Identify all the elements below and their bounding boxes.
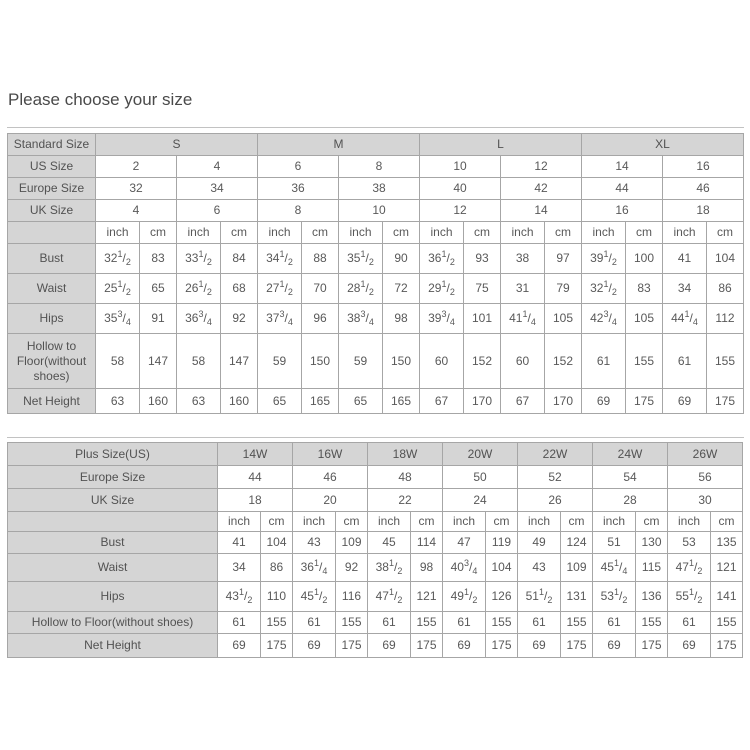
measure-cm-cell: 86: [261, 554, 293, 582]
size-value-cell: 54: [593, 466, 668, 489]
size-value-cell: 22: [368, 489, 443, 512]
row-label: Net Height: [8, 634, 218, 658]
measure-inch-cell: $39^1/_2$: [582, 244, 626, 274]
page-title: Please choose your size: [8, 90, 193, 109]
measure-inch-cell: $37^3/_4$: [258, 304, 302, 334]
measure-cm-cell: 98: [383, 304, 420, 334]
size-value-cell: 6: [258, 156, 339, 178]
size-value-cell: 6: [177, 200, 258, 222]
unit-inch-cell: inch: [368, 512, 411, 532]
measure-cm-cell: 84: [221, 244, 258, 274]
measure-cm-cell: 155: [636, 612, 668, 634]
size-value-cell: 34: [177, 178, 258, 200]
unit-cm-cell: cm: [411, 512, 443, 532]
measure-inch-cell: $45^1/_2$: [293, 582, 336, 612]
measure-cm-cell: 150: [383, 334, 420, 389]
measure-inch-cell: $51^1/_2$: [518, 582, 561, 612]
measure-inch-cell: 45: [368, 532, 411, 554]
measure-cm-cell: 175: [561, 634, 593, 658]
row-label: Hips: [8, 304, 96, 334]
measure-inch-cell: $47^1/_2$: [368, 582, 411, 612]
measure-cm-cell: 121: [711, 554, 743, 582]
measure-inch-cell: 67: [501, 389, 545, 414]
corner-header-cell: Plus Size(US): [8, 443, 218, 466]
measure-cm-cell: 115: [636, 554, 668, 582]
measure-inch-cell: 59: [339, 334, 383, 389]
measure-cm-cell: 83: [626, 274, 663, 304]
measure-inch-cell: $43^1/_2$: [218, 582, 261, 612]
size-value-cell: 48: [368, 466, 443, 489]
measure-inch-cell: 69: [518, 634, 561, 658]
measure-inch-cell: $45^1/_4$: [593, 554, 636, 582]
measure-inch-cell: $53^1/_2$: [593, 582, 636, 612]
size-value-cell: 8: [339, 156, 420, 178]
measure-inch-cell: 61: [593, 612, 636, 634]
size-group-header: 24W: [593, 443, 668, 466]
measure-cm-cell: 155: [261, 612, 293, 634]
measure-cm-cell: 109: [336, 532, 368, 554]
measure-cm-cell: 175: [707, 389, 744, 414]
size-group-header: S: [96, 134, 258, 156]
measure-cm-cell: 160: [221, 389, 258, 414]
measure-inch-cell: 69: [593, 634, 636, 658]
measure-inch-cell: 69: [668, 634, 711, 658]
measure-inch-cell: 69: [218, 634, 261, 658]
size-value-cell: 38: [339, 178, 420, 200]
row-label: Hips: [8, 582, 218, 612]
size-value-cell: 2: [96, 156, 177, 178]
measure-cm-cell: 175: [261, 634, 293, 658]
unit-inch-cell: inch: [258, 222, 302, 244]
size-group-header: XL: [582, 134, 744, 156]
measure-inch-cell: $35^1/_2$: [339, 244, 383, 274]
size-value-cell: 8: [258, 200, 339, 222]
size-value-cell: 46: [293, 466, 368, 489]
unit-cm-cell: cm: [336, 512, 368, 532]
measure-inch-cell: 53: [668, 532, 711, 554]
measure-inch-cell: 69: [443, 634, 486, 658]
row-label: Waist: [8, 274, 96, 304]
measure-cm-cell: 104: [486, 554, 518, 582]
measure-inch-cell: 61: [218, 612, 261, 634]
measure-inch-cell: $36^1/_2$: [420, 244, 464, 274]
measure-inch-cell: 69: [368, 634, 411, 658]
measure-inch-cell: $36^1/_4$: [293, 554, 336, 582]
size-value-cell: 14: [582, 156, 663, 178]
measure-cm-cell: 155: [561, 612, 593, 634]
measure-cm-cell: 155: [336, 612, 368, 634]
measure-cm-cell: 105: [545, 304, 582, 334]
measure-inch-cell: $38^1/_2$: [368, 554, 411, 582]
measure-inch-cell: 69: [663, 389, 707, 414]
size-group-header: L: [420, 134, 582, 156]
row-label: Bust: [8, 532, 218, 554]
measure-cm-cell: 86: [707, 274, 744, 304]
measure-cm-cell: 121: [411, 582, 443, 612]
measure-cm-cell: 165: [383, 389, 420, 414]
size-value-cell: 16: [582, 200, 663, 222]
size-value-cell: 52: [518, 466, 593, 489]
unit-cm-cell: cm: [707, 222, 744, 244]
measure-inch-cell: 60: [420, 334, 464, 389]
size-value-cell: 4: [96, 200, 177, 222]
measure-cm-cell: 90: [383, 244, 420, 274]
measure-inch-cell: $47^1/_2$: [668, 554, 711, 582]
measure-cm-cell: 116: [336, 582, 368, 612]
measure-cm-cell: 175: [486, 634, 518, 658]
corner-header-cell: Standard Size: [8, 134, 96, 156]
measure-inch-cell: 60: [501, 334, 545, 389]
unit-cm-cell: cm: [261, 512, 293, 532]
plus-size-table: [7, 442, 743, 658]
row-label: Europe Size: [8, 178, 96, 200]
measure-cm-cell: 91: [140, 304, 177, 334]
measure-cm-cell: 83: [140, 244, 177, 274]
size-value-cell: 14: [501, 200, 582, 222]
measure-cm-cell: 165: [302, 389, 339, 414]
separator-line: [7, 127, 744, 128]
unit-cm-cell: cm: [140, 222, 177, 244]
unit-cm-cell: cm: [561, 512, 593, 532]
measure-cm-cell: 155: [707, 334, 744, 389]
unit-cm-cell: cm: [302, 222, 339, 244]
measure-cm-cell: 150: [302, 334, 339, 389]
measure-cm-cell: 136: [636, 582, 668, 612]
unit-inch-cell: inch: [518, 512, 561, 532]
measure-cm-cell: 170: [545, 389, 582, 414]
size-value-cell: 18: [218, 489, 293, 512]
size-group-header: 18W: [368, 443, 443, 466]
row-label: US Size: [8, 156, 96, 178]
size-group-header: 20W: [443, 443, 518, 466]
measure-inch-cell: 58: [177, 334, 221, 389]
measure-inch-cell: 61: [293, 612, 336, 634]
plus-size-table: [7, 442, 743, 658]
size-group-header: 16W: [293, 443, 368, 466]
row-label: Bust: [8, 244, 96, 274]
units-corner-cell: [8, 512, 218, 532]
measure-cm-cell: 155: [711, 612, 743, 634]
measure-cm-cell: 96: [302, 304, 339, 334]
unit-cm-cell: cm: [464, 222, 501, 244]
measure-cm-cell: 109: [561, 554, 593, 582]
size-group-header: 14W: [218, 443, 293, 466]
size-value-cell: 56: [668, 466, 743, 489]
measure-inch-cell: 41: [663, 244, 707, 274]
size-value-cell: 42: [501, 178, 582, 200]
standard-size-table: [7, 133, 744, 414]
unit-cm-cell: cm: [626, 222, 663, 244]
measure-cm-cell: 175: [626, 389, 663, 414]
unit-inch-cell: inch: [582, 222, 626, 244]
size-value-cell: 20: [293, 489, 368, 512]
size-value-cell: 28: [593, 489, 668, 512]
measure-inch-cell: 63: [96, 389, 140, 414]
measure-cm-cell: 141: [711, 582, 743, 612]
measure-cm-cell: 152: [545, 334, 582, 389]
measure-cm-cell: 175: [711, 634, 743, 658]
row-label: Net Height: [8, 389, 96, 414]
measure-cm-cell: 72: [383, 274, 420, 304]
measure-inch-cell: 61: [668, 612, 711, 634]
measure-cm-cell: 147: [140, 334, 177, 389]
measure-cm-cell: 104: [707, 244, 744, 274]
measure-inch-cell: $38^3/_4$: [339, 304, 383, 334]
row-label: Hollow to Floor(without shoes): [8, 334, 96, 389]
size-group-header: 26W: [668, 443, 743, 466]
size-value-cell: 46: [663, 178, 744, 200]
unit-inch-cell: inch: [218, 512, 261, 532]
measure-cm-cell: 97: [545, 244, 582, 274]
measure-cm-cell: 124: [561, 532, 593, 554]
measure-inch-cell: $39^3/_4$: [420, 304, 464, 334]
measure-inch-cell: 43: [518, 554, 561, 582]
measure-cm-cell: 170: [464, 389, 501, 414]
measure-inch-cell: $25^1/_2$: [96, 274, 140, 304]
measure-inch-cell: 65: [258, 389, 302, 414]
measure-inch-cell: 34: [663, 274, 707, 304]
measure-cm-cell: 114: [411, 532, 443, 554]
measure-inch-cell: $29^1/_2$: [420, 274, 464, 304]
size-value-cell: 44: [582, 178, 663, 200]
measure-inch-cell: 31: [501, 274, 545, 304]
measure-cm-cell: 92: [221, 304, 258, 334]
measure-inch-cell: $42^3/_4$: [582, 304, 626, 334]
size-group-header: 22W: [518, 443, 593, 466]
unit-inch-cell: inch: [668, 512, 711, 532]
measure-inch-cell: 47: [443, 532, 486, 554]
measure-inch-cell: $28^1/_2$: [339, 274, 383, 304]
measure-cm-cell: 119: [486, 532, 518, 554]
measure-cm-cell: 101: [464, 304, 501, 334]
unit-inch-cell: inch: [501, 222, 545, 244]
measure-inch-cell: 69: [293, 634, 336, 658]
measure-cm-cell: 93: [464, 244, 501, 274]
measure-cm-cell: 79: [545, 274, 582, 304]
size-value-cell: 50: [443, 466, 518, 489]
measure-cm-cell: 88: [302, 244, 339, 274]
standard-size-table: [7, 133, 744, 414]
measure-inch-cell: 61: [368, 612, 411, 634]
measure-cm-cell: 152: [464, 334, 501, 389]
measure-inch-cell: 63: [177, 389, 221, 414]
measure-cm-cell: 160: [140, 389, 177, 414]
size-value-cell: 10: [420, 156, 501, 178]
size-value-cell: 16: [663, 156, 744, 178]
unit-cm-cell: cm: [486, 512, 518, 532]
row-label: UK Size: [8, 200, 96, 222]
measure-inch-cell: 41: [218, 532, 261, 554]
measure-cm-cell: 112: [707, 304, 744, 334]
unit-inch-cell: inch: [663, 222, 707, 244]
size-value-cell: 32: [96, 178, 177, 200]
measure-inch-cell: $26^1/_2$: [177, 274, 221, 304]
measure-cm-cell: 126: [486, 582, 518, 612]
measure-cm-cell: 68: [221, 274, 258, 304]
measure-inch-cell: $41^1/_4$: [501, 304, 545, 334]
size-value-cell: 24: [443, 489, 518, 512]
measure-inch-cell: 34: [218, 554, 261, 582]
measure-cm-cell: 131: [561, 582, 593, 612]
size-value-cell: 44: [218, 466, 293, 489]
measure-cm-cell: 75: [464, 274, 501, 304]
measure-inch-cell: 43: [293, 532, 336, 554]
measure-inch-cell: $34^1/_2$: [258, 244, 302, 274]
row-label: Waist: [8, 554, 218, 582]
measure-cm-cell: 147: [221, 334, 258, 389]
measure-cm-cell: 100: [626, 244, 663, 274]
measure-inch-cell: $49^1/_2$: [443, 582, 486, 612]
units-corner-cell: [8, 222, 96, 244]
measure-inch-cell: $32^1/_2$: [582, 274, 626, 304]
measure-inch-cell: 58: [96, 334, 140, 389]
unit-inch-cell: inch: [420, 222, 464, 244]
unit-inch-cell: inch: [293, 512, 336, 532]
measure-inch-cell: 38: [501, 244, 545, 274]
measure-inch-cell: $33^1/_2$: [177, 244, 221, 274]
measure-cm-cell: 155: [411, 612, 443, 634]
size-value-cell: 12: [501, 156, 582, 178]
unit-cm-cell: cm: [383, 222, 420, 244]
measure-cm-cell: 70: [302, 274, 339, 304]
row-label: Europe Size: [8, 466, 218, 489]
unit-cm-cell: cm: [711, 512, 743, 532]
unit-cm-cell: cm: [636, 512, 668, 532]
size-value-cell: 18: [663, 200, 744, 222]
measure-inch-cell: $55^1/_2$: [668, 582, 711, 612]
measure-inch-cell: $32^1/_2$: [96, 244, 140, 274]
measure-cm-cell: 110: [261, 582, 293, 612]
measure-inch-cell: 65: [339, 389, 383, 414]
size-value-cell: 4: [177, 156, 258, 178]
unit-inch-cell: inch: [593, 512, 636, 532]
measure-inch-cell: $27^1/_2$: [258, 274, 302, 304]
measure-cm-cell: 175: [636, 634, 668, 658]
measure-inch-cell: 59: [258, 334, 302, 389]
unit-inch-cell: inch: [443, 512, 486, 532]
measure-inch-cell: 51: [593, 532, 636, 554]
size-group-header: M: [258, 134, 420, 156]
measure-cm-cell: 98: [411, 554, 443, 582]
measure-cm-cell: 155: [486, 612, 518, 634]
unit-inch-cell: inch: [96, 222, 140, 244]
measure-inch-cell: 61: [518, 612, 561, 634]
measure-inch-cell: $36^3/_4$: [177, 304, 221, 334]
unit-inch-cell: inch: [339, 222, 383, 244]
measure-inch-cell: 49: [518, 532, 561, 554]
measure-cm-cell: 155: [626, 334, 663, 389]
row-label: Hollow to Floor(without shoes): [8, 612, 218, 634]
measure-inch-cell: 61: [443, 612, 486, 634]
measure-inch-cell: $35^3/_4$: [96, 304, 140, 334]
measure-cm-cell: 104: [261, 532, 293, 554]
unit-inch-cell: inch: [177, 222, 221, 244]
size-value-cell: 10: [339, 200, 420, 222]
size-value-cell: 36: [258, 178, 339, 200]
measure-cm-cell: 105: [626, 304, 663, 334]
measure-cm-cell: 175: [411, 634, 443, 658]
measure-cm-cell: 175: [336, 634, 368, 658]
unit-cm-cell: cm: [545, 222, 582, 244]
measure-inch-cell: $40^3/_4$: [443, 554, 486, 582]
unit-cm-cell: cm: [221, 222, 258, 244]
measure-inch-cell: 67: [420, 389, 464, 414]
measure-inch-cell: 69: [582, 389, 626, 414]
measure-cm-cell: 65: [140, 274, 177, 304]
separator-line: [7, 437, 744, 438]
size-value-cell: 12: [420, 200, 501, 222]
size-value-cell: 40: [420, 178, 501, 200]
row-label: UK Size: [8, 489, 218, 512]
measure-cm-cell: 135: [711, 532, 743, 554]
measure-cm-cell: 92: [336, 554, 368, 582]
measure-inch-cell: $44^1/_4$: [663, 304, 707, 334]
measure-inch-cell: 61: [663, 334, 707, 389]
measure-inch-cell: 61: [582, 334, 626, 389]
size-value-cell: 30: [668, 489, 743, 512]
measure-cm-cell: 130: [636, 532, 668, 554]
size-value-cell: 26: [518, 489, 593, 512]
